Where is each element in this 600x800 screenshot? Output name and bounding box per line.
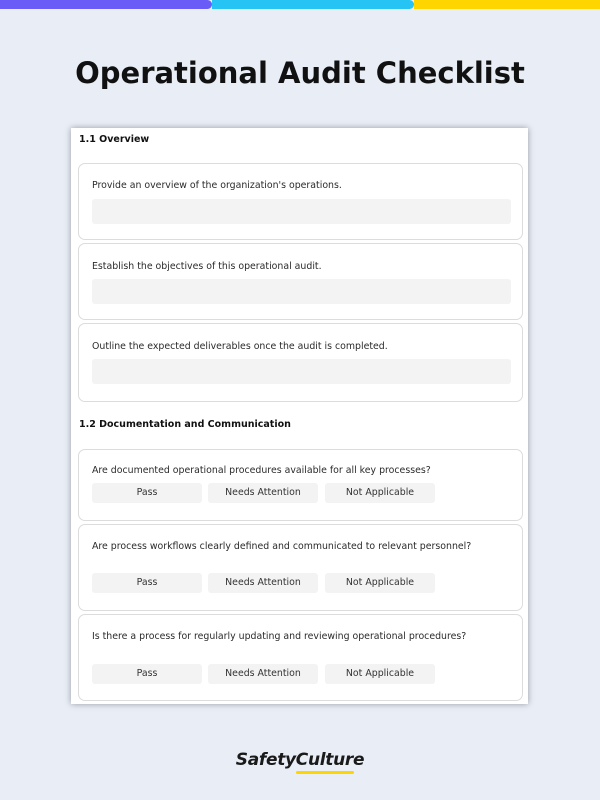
question-text: Are documented operational procedures available for all key processes? [92,465,431,476]
page-title: Operational Audit Checklist [75,56,525,90]
section-heading-documentation: 1.2 Documentation and Communication [79,419,291,430]
not-applicable-button[interactable]: Not Applicable [325,483,435,503]
text-question-card [78,323,523,402]
pass-button[interactable]: Pass [92,664,202,684]
pass-button[interactable]: Pass [92,573,202,593]
answer-text-field[interactable] [92,199,511,224]
not-applicable-button[interactable]: Not Applicable [325,664,435,684]
checklist-question-card [78,614,523,701]
needs-attention-button[interactable]: Needs Attention [208,664,318,684]
section-heading-overview: 1.1 Overview [79,134,150,145]
checklist-sheet [71,128,528,704]
text-question-card [78,243,523,320]
top-accent-bar [0,0,600,9]
checklist-question-card [78,524,523,611]
answer-text-field[interactable] [92,359,511,384]
accent-segment-yellow [414,0,600,9]
text-question-card [78,163,523,240]
safetyculture-logo [0,750,600,770]
needs-attention-button[interactable]: Needs Attention [208,573,318,593]
checklist-question-card [78,449,523,521]
answer-text-field[interactable] [92,279,511,304]
question-text: Establish the objectives of this operational audit. [92,261,322,272]
accent-segment-purple [0,0,212,9]
not-applicable-button[interactable]: Not Applicable [325,573,435,593]
needs-attention-button[interactable]: Needs Attention [208,483,318,503]
question-text: Provide an overview of the organization's operations. [92,180,342,191]
question-text: Are process workflows clearly defined and communicated to relevant personnel? [92,541,472,552]
logo-underline [296,771,354,774]
question-text: Outline the expected deliverables once the audit is completed. [92,341,388,352]
pass-button[interactable]: Pass [92,483,202,503]
question-text: Is there a process for regularly updating and reviewing operational procedures? [92,631,467,642]
accent-segment-cyan [212,0,414,9]
brand-wordmark: SafetyCulture [235,750,365,770]
